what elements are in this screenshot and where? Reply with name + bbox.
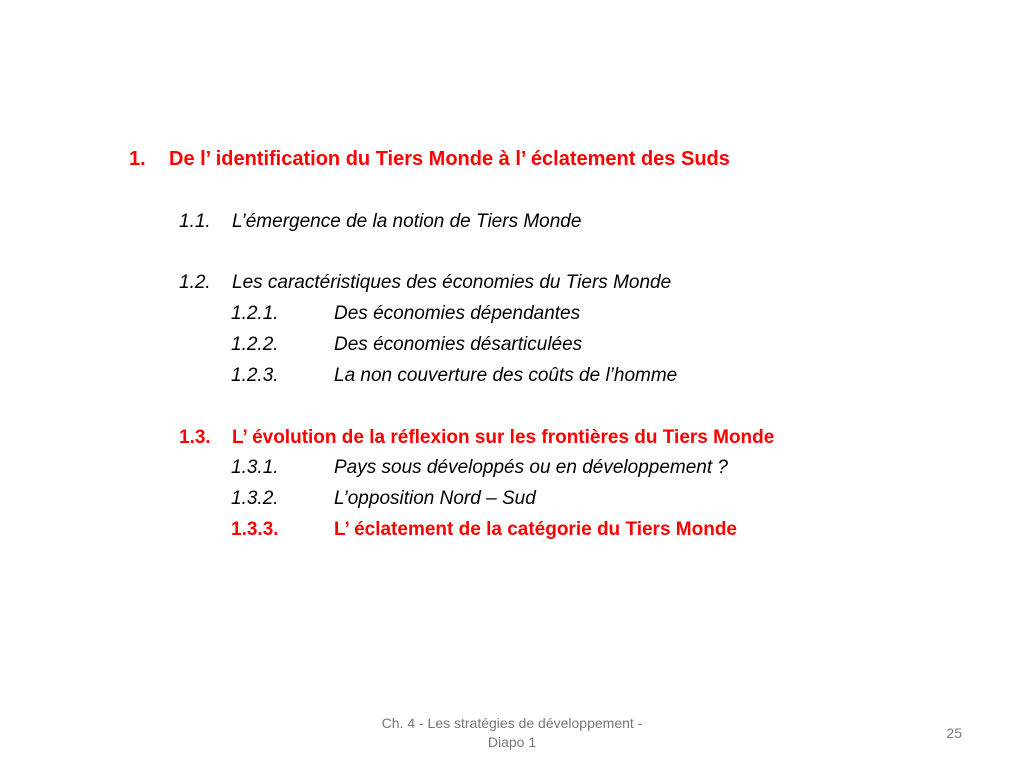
outline-title: Des économies dépendantes — [334, 303, 581, 324]
outline-number: 1. — [129, 148, 146, 170]
outline-title: L’ évolution de la réflexion sur les frontières du Tiers Monde — [232, 427, 775, 448]
outline-item-1-3-1 — [231, 458, 871, 480]
outline-number: 1.3.3. — [231, 519, 279, 540]
slide-footer — [352, 714, 672, 752]
outline-number: 1.1. — [179, 211, 211, 232]
outline-item-1-3 — [179, 428, 899, 450]
outline-title: Des économies désarticulées — [334, 334, 583, 355]
outline-title: L’opposition Nord – Sud — [334, 488, 536, 509]
outline-heading-1 — [129, 149, 889, 173]
outline-item-1-2-3 — [231, 366, 831, 388]
outline-number: 1.2. — [179, 272, 211, 293]
outline-item-1-2 — [179, 273, 819, 295]
outline-item-1-2-2 — [231, 335, 791, 357]
outline-number: 1.3. — [179, 427, 211, 448]
outline-item-1-3-3 — [231, 520, 871, 542]
outline-title: La non couverture des coûts de l’homme — [334, 365, 678, 386]
outline-number: 1.2.2. — [231, 334, 279, 355]
outline-number: 1.2.3. — [231, 365, 279, 386]
outline-item-1-1 — [179, 212, 779, 234]
slide-number: 25 — [946, 725, 962, 741]
outline-title: De l’ identification du Tiers Monde à l’ éclatement des Suds — [169, 148, 730, 170]
footer-line-1: Ch. 4 - Les stratégies de développement - — [381, 715, 643, 731]
footer-line-2: Diapo 1 — [487, 734, 537, 750]
outline-number: 1.3.2. — [231, 488, 279, 509]
outline-number: 1.2.1. — [231, 303, 279, 324]
outline-title: L’ éclatement de la catégorie du Tiers Monde — [334, 519, 737, 540]
outline-title: Les caractéristiques des économies du Tiers Monde — [232, 272, 672, 293]
outline-title: L’émergence de la notion de Tiers Monde — [232, 211, 582, 232]
outline-item-1-2-1 — [231, 304, 791, 326]
outline-title: Pays sous développés ou en développement ? — [334, 457, 728, 478]
outline-number: 1.3.1. — [231, 457, 279, 478]
outline-item-1-3-2 — [231, 489, 791, 511]
